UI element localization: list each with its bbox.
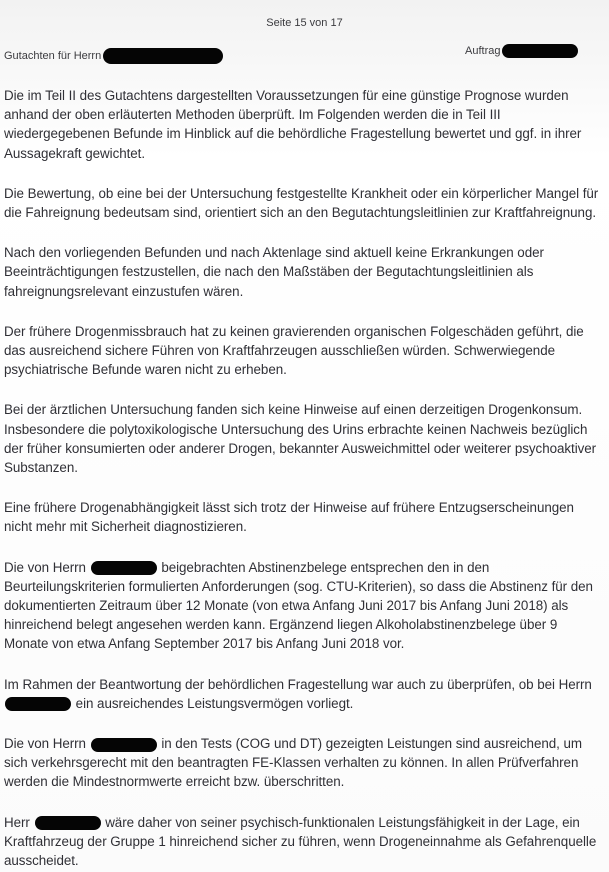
paragraph-drug-abuse (4, 322, 602, 380)
paragraph-text-after: wäre daher von seiner psychisch-funktionalen Leistungsfähigkeit in der Lage, ein Kraftfahrzeug der Gruppe 1 hinreichend sicher zu führen, wenn Drogeneinnahme als Gefahrenquelle ausscheidet. (4, 814, 597, 869)
paragraph-text-after: beigebrachten Abstinenzbelege entsprechen den in den Beurteilungskriterien formulierten Anforderungen (sog. CTU-Kriterien), so dass die Abstinenz für den dokumentierten Zeitraum über 12 Monate (von etwa Anfang Juni 2017 bis Anfang Juni 2018) als hinreichend belegt angesehen werden kann. Ergänzend liegen Alkoholabstinenzbelege über 9 Monate von etwa Anfang September 2017 bis Anfang Juni 2018 vor. (4, 559, 593, 652)
paragraph-text-before: Die von Herrn (4, 559, 86, 575)
paragraph-assessment-basis (4, 184, 602, 222)
redaction-bar (5, 697, 71, 711)
paragraph-text: Nach den vorliegenden Befunden und nach Aktenlage sind aktuell keine Erkrankungen oder Beeinträchtigungen festzustellen, die nach den Maßstäben der Begutachtungsleitlinien als fahreignungsrelevant einzustufen wären. (4, 245, 544, 299)
order-label: Auftrag (465, 44, 501, 57)
paragraph-conclusion (4, 813, 602, 871)
redaction-bar (35, 816, 101, 830)
redaction-bar (502, 44, 578, 58)
paragraph-text: Die im Teil II des Gutachtens dargestellten Voraussetzungen für eine günstige Prognose wurden anhand der oben erläuterten Methoden überprüft. Im Folgenden werden die in Teil III wiedergegebenen Befunde im Hinblick auf die behördliche Fragestellung bewertet und ggf. in ihrer Aussagekraft gewichtet. (4, 88, 582, 161)
paragraph-text: Der frühere Drogenmissbrauch hat zu keinen gravierenden organischen Folgeschäden geführt, die das ausreichend sichere Führen von Kraftfahrzeugen ausschließen würden. Schwerwiegende psychiatrische Befunde waren nicht zu erheben. (4, 323, 584, 378)
redaction-bar (91, 561, 157, 575)
paragraph-text-before: bei Herrn (537, 676, 592, 692)
paragraph-text-after: in den Tests (COG und DT) gezeigten Leistungen sind ausreichend, um sich verkehrsgerecht mit den beantragten FE-Klassen verhalten zu können. In allen Prüfverfahren werden die Mindestnormwerte erreicht bzw. überschritten. (4, 736, 582, 790)
paragraph-dependency (4, 498, 602, 536)
order-header (465, 44, 578, 58)
paragraph-text-before: Die von Herrn (4, 736, 86, 752)
paragraph-text: Die Bewertung, ob eine bei der Untersuchung festgestellte Krankheit oder ein körperlicher Mangel für die Fahreignung bedeutsam sind, orientiert sich an den Begutachtungsleitlinien zur Kraftfahreignung. (4, 185, 599, 221)
redaction-bar (91, 738, 157, 752)
report-recipient-label: Gutachten für Herrn (4, 49, 102, 62)
paragraph-prognosis (4, 86, 602, 163)
paragraph-abstinence (4, 558, 602, 654)
paragraph-text: Im Rahmen der Beantwortung der behördlichen Fragestellung war auch zu überprüfen, ob (4, 676, 534, 692)
document-body (4, 86, 602, 870)
paragraph-text: Bei der ärztlichen Untersuchung fanden sich keine Hinweise auf einen derzeitigen Drogenkonsum. Insbesondere die polytoxikologische Untersuchung des Urins erbrachte keinen Nachweis bezüglich der früher konsumierten oder anderer Drogen, bekannter Ausweichmittel oder weiterer psychoaktiver Substanzen. (4, 402, 597, 476)
paragraph-text-after: ein ausreichendes Leistungsvermögen vorliegt. (75, 695, 354, 711)
paragraph-medical-findings (4, 243, 602, 301)
paragraph-text-before: Herr (4, 814, 30, 830)
report-header (4, 48, 223, 64)
paragraph-text: Eine frühere Drogenabhängigkeit lässt sich trotz der Hinweise auf frühere Entzugserscheinungen nicht mehr mit Sicherheit diagnostizieren. (4, 500, 574, 535)
redaction-bar (103, 48, 223, 64)
paragraph-test-results (4, 734, 602, 792)
page-number: Seite 15 von 17 (266, 17, 343, 29)
paragraph-performance-check (4, 675, 602, 713)
paragraph-medical-exam (4, 400, 602, 477)
